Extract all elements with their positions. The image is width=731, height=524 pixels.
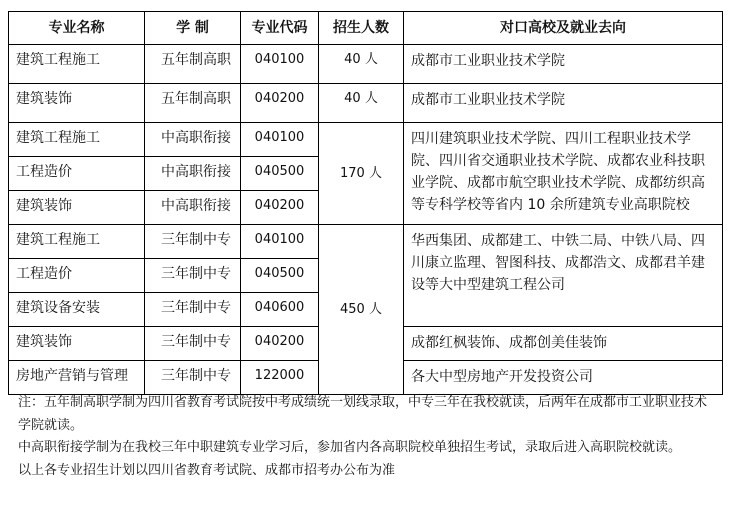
study-system: 三年制中专 (145, 293, 241, 327)
enrollment-count: 40 人 (319, 84, 404, 123)
major-name: 建筑装饰 (9, 327, 145, 361)
study-system: 五年制高职 (145, 45, 241, 84)
destination: 成都红枫装饰、成都创美佳装饰 (404, 327, 723, 361)
major-code: 040500 (241, 157, 319, 191)
destination: 成都市工业职业技术学院 (404, 84, 723, 123)
note-five-year: 注：五年制高职学制为四川省教育考试院按中考成绩统一划线录取，中专三年在我校就读，后两年在成都市工业职业技术学院就读。 (18, 395, 708, 433)
study-system: 三年制中专 (145, 259, 241, 293)
study-system: 中高职衔接 (145, 191, 241, 225)
study-system: 五年制高职 (145, 84, 241, 123)
major-code: 040600 (241, 293, 319, 327)
table-row (9, 84, 723, 123)
major-name: 建筑工程施工 (9, 225, 145, 259)
major-code: 040100 (241, 225, 319, 259)
major-name: 建筑工程施工 (9, 123, 145, 157)
destination: 成都市工业职业技术学院 (404, 45, 723, 84)
header-destination: 对口高校及就业去向 (404, 12, 723, 45)
major-code: 040200 (241, 327, 319, 361)
destination: 四川建筑职业技术学院、四川工程职业技术学院、四川省交通职业技术学院、成都农业科技职业学院、成都市航空职业技术学院、成都纺织高等专科学校等省内 10 余所建筑专业高职院校 (404, 123, 723, 225)
note-bridge: 中高职衔接学制为在我校三年中职建筑专业学习后，参加省内各高职院校单独招生考试，录取后进入高职院校就读。 (18, 440, 682, 455)
destination: 华西集团、成都建工、中铁二局、中铁八局、四川康立监理、智图科技、成都浩文、成都君羊建设等大中型建筑工程公司 (404, 225, 723, 327)
enrollment-count: 40 人 (319, 45, 404, 84)
major-name: 工程造价 (9, 157, 145, 191)
destination: 各大中型房地产开发投资公司 (404, 361, 723, 395)
major-code: 122000 (241, 361, 319, 395)
study-system: 三年制中专 (145, 361, 241, 395)
major-code: 040500 (241, 259, 319, 293)
major-code: 040200 (241, 84, 319, 123)
major-code: 040100 (241, 45, 319, 84)
header-enrollment: 招生人数 (319, 12, 404, 45)
study-system: 中高职衔接 (145, 157, 241, 191)
enrollment-count: 450 人 (319, 225, 404, 395)
note-disclaimer: 以上各专业招生计划以四川省教育考试院、成都市招考办公布为准 (18, 462, 396, 478)
major-name: 建筑装饰 (9, 84, 145, 123)
enrollment-plan-table (8, 11, 723, 395)
header-major-code: 专业代码 (241, 12, 319, 45)
table-row (9, 123, 723, 157)
table-row (9, 45, 723, 84)
major-name: 房地产营销与管理 (9, 361, 145, 395)
study-system: 中高职衔接 (145, 123, 241, 157)
notes-section (18, 392, 718, 482)
major-code: 040100 (241, 123, 319, 157)
major-name: 建筑装饰 (9, 191, 145, 225)
major-code: 040200 (241, 191, 319, 225)
header-major-name: 专业名称 (9, 12, 145, 45)
study-system: 三年制中专 (145, 327, 241, 361)
study-system: 三年制中专 (145, 225, 241, 259)
table-header-row (9, 12, 723, 45)
enrollment-count: 170 人 (319, 123, 404, 225)
major-name: 建筑工程施工 (9, 45, 145, 84)
major-name: 工程造价 (9, 259, 145, 293)
table-row (9, 225, 723, 259)
header-system: 学 制 (145, 12, 241, 45)
major-name: 建筑设备安装 (9, 293, 145, 327)
